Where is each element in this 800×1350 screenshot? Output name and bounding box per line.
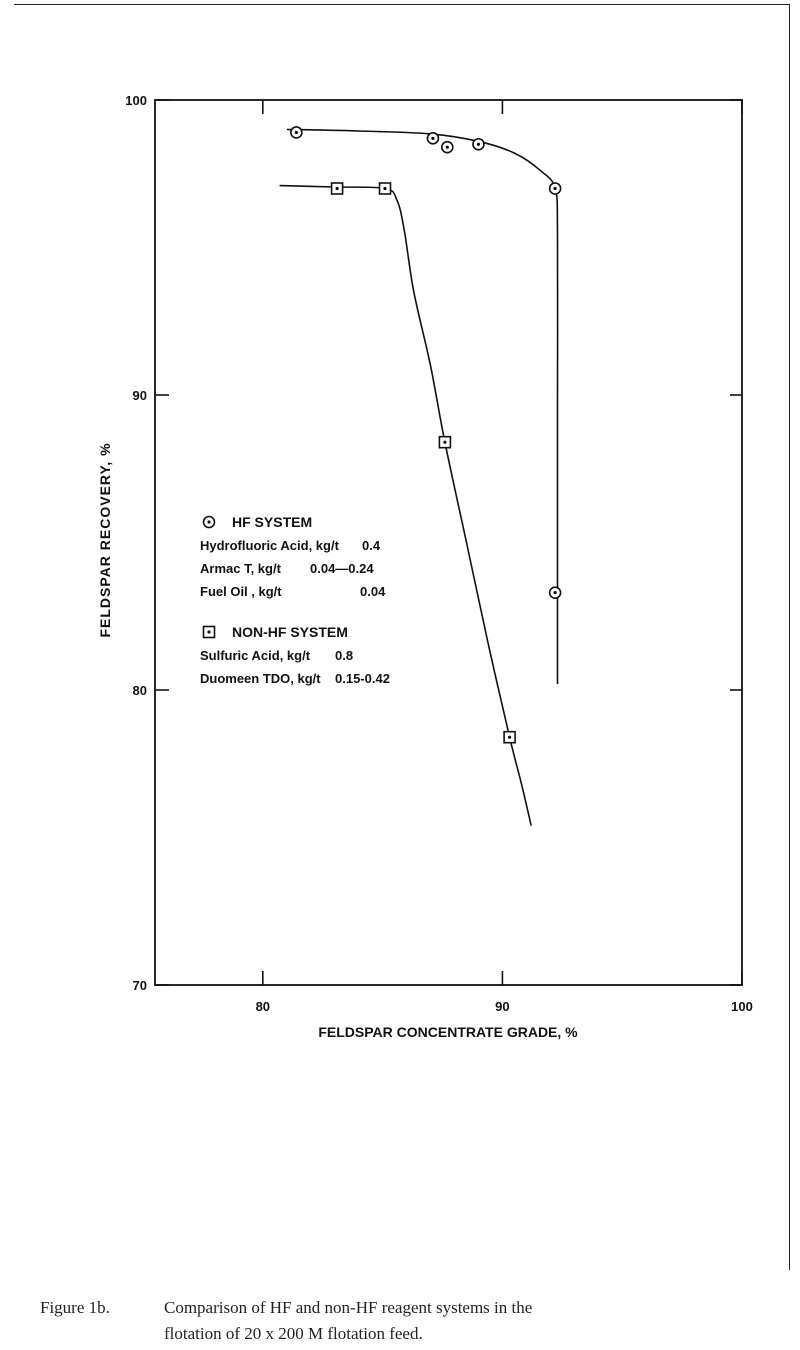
marker-dot <box>383 187 386 190</box>
x-tick-label: 90 <box>495 999 510 1014</box>
marker-dot <box>554 591 557 594</box>
marker-dot <box>477 143 480 146</box>
hf-data-point <box>473 139 484 150</box>
marker-dot <box>554 187 557 190</box>
legend-hf-title: HF SYSTEM <box>232 514 313 530</box>
non-hf-data-point <box>504 732 515 743</box>
marker-dot <box>508 736 511 739</box>
legend-non-hf-title: NON-HF SYSTEM <box>232 624 348 640</box>
y-tick-label: 70 <box>132 978 147 993</box>
legend-non-hf-item-label: Duomeen TDO, kg/t <box>200 671 321 686</box>
legend-hf-item-label: Armac T, kg/t <box>200 561 281 576</box>
marker-dot <box>295 131 298 134</box>
legend-non-hf-item-value: 0.15-0.42 <box>335 671 390 686</box>
y-axis-label: FELDSPAR RECOVERY, % <box>97 442 113 638</box>
legend-hf-item-value: 0.04—0.24 <box>310 561 374 576</box>
x-tick-label: 80 <box>255 999 271 1014</box>
x-axis-label: FELDSPAR CONCENTRATE GRADE, % <box>318 1024 578 1040</box>
y-tick-label: 100 <box>125 93 147 108</box>
marker-dot <box>446 146 449 149</box>
non-hf-curve <box>280 186 532 826</box>
hf-data-point <box>550 587 561 598</box>
chart-ticks <box>125 93 753 1014</box>
x-tick-label: 100 <box>731 999 753 1014</box>
y-tick-label: 80 <box>132 683 147 698</box>
hf-data-point <box>550 183 561 194</box>
chart-legend <box>200 514 390 686</box>
chart-curves <box>280 130 558 826</box>
marker-dot <box>443 441 446 444</box>
caption-line-2: flotation of 20 x 200 M flotation feed. <box>164 1324 423 1343</box>
hf-data-point <box>442 142 453 153</box>
legend-hf-item-value: 0.04 <box>360 584 386 599</box>
chart-points <box>291 127 561 743</box>
legend-non-hf-item-label: Sulfuric Acid, kg/t <box>200 648 311 663</box>
non-hf-data-point <box>439 437 450 448</box>
legend-non-hf-marker-dot <box>207 630 210 633</box>
non-hf-data-point <box>380 183 391 194</box>
marker-dot <box>431 137 434 140</box>
hf-data-point <box>291 127 302 138</box>
caption-label: Figure 1b. <box>40 1298 110 1317</box>
legend-hf-item-value: 0.4 <box>362 538 381 553</box>
figure-caption <box>40 1295 780 1347</box>
y-tick-label: 90 <box>132 388 147 403</box>
legend-hf-item-label: Fuel Oil , kg/t <box>200 584 282 599</box>
legend-non-hf-item-value: 0.8 <box>335 648 354 663</box>
hf-curve <box>287 130 558 685</box>
legend-hf-item-label: Hydrofluoric Acid, kg/t <box>200 538 339 553</box>
caption-line-1: Comparison of HF and non-HF reagent systems in the <box>164 1298 533 1317</box>
hf-data-point <box>427 133 438 144</box>
marker-dot <box>335 187 338 190</box>
legend-hf-marker-dot <box>207 520 210 523</box>
non-hf-data-point <box>332 183 343 194</box>
